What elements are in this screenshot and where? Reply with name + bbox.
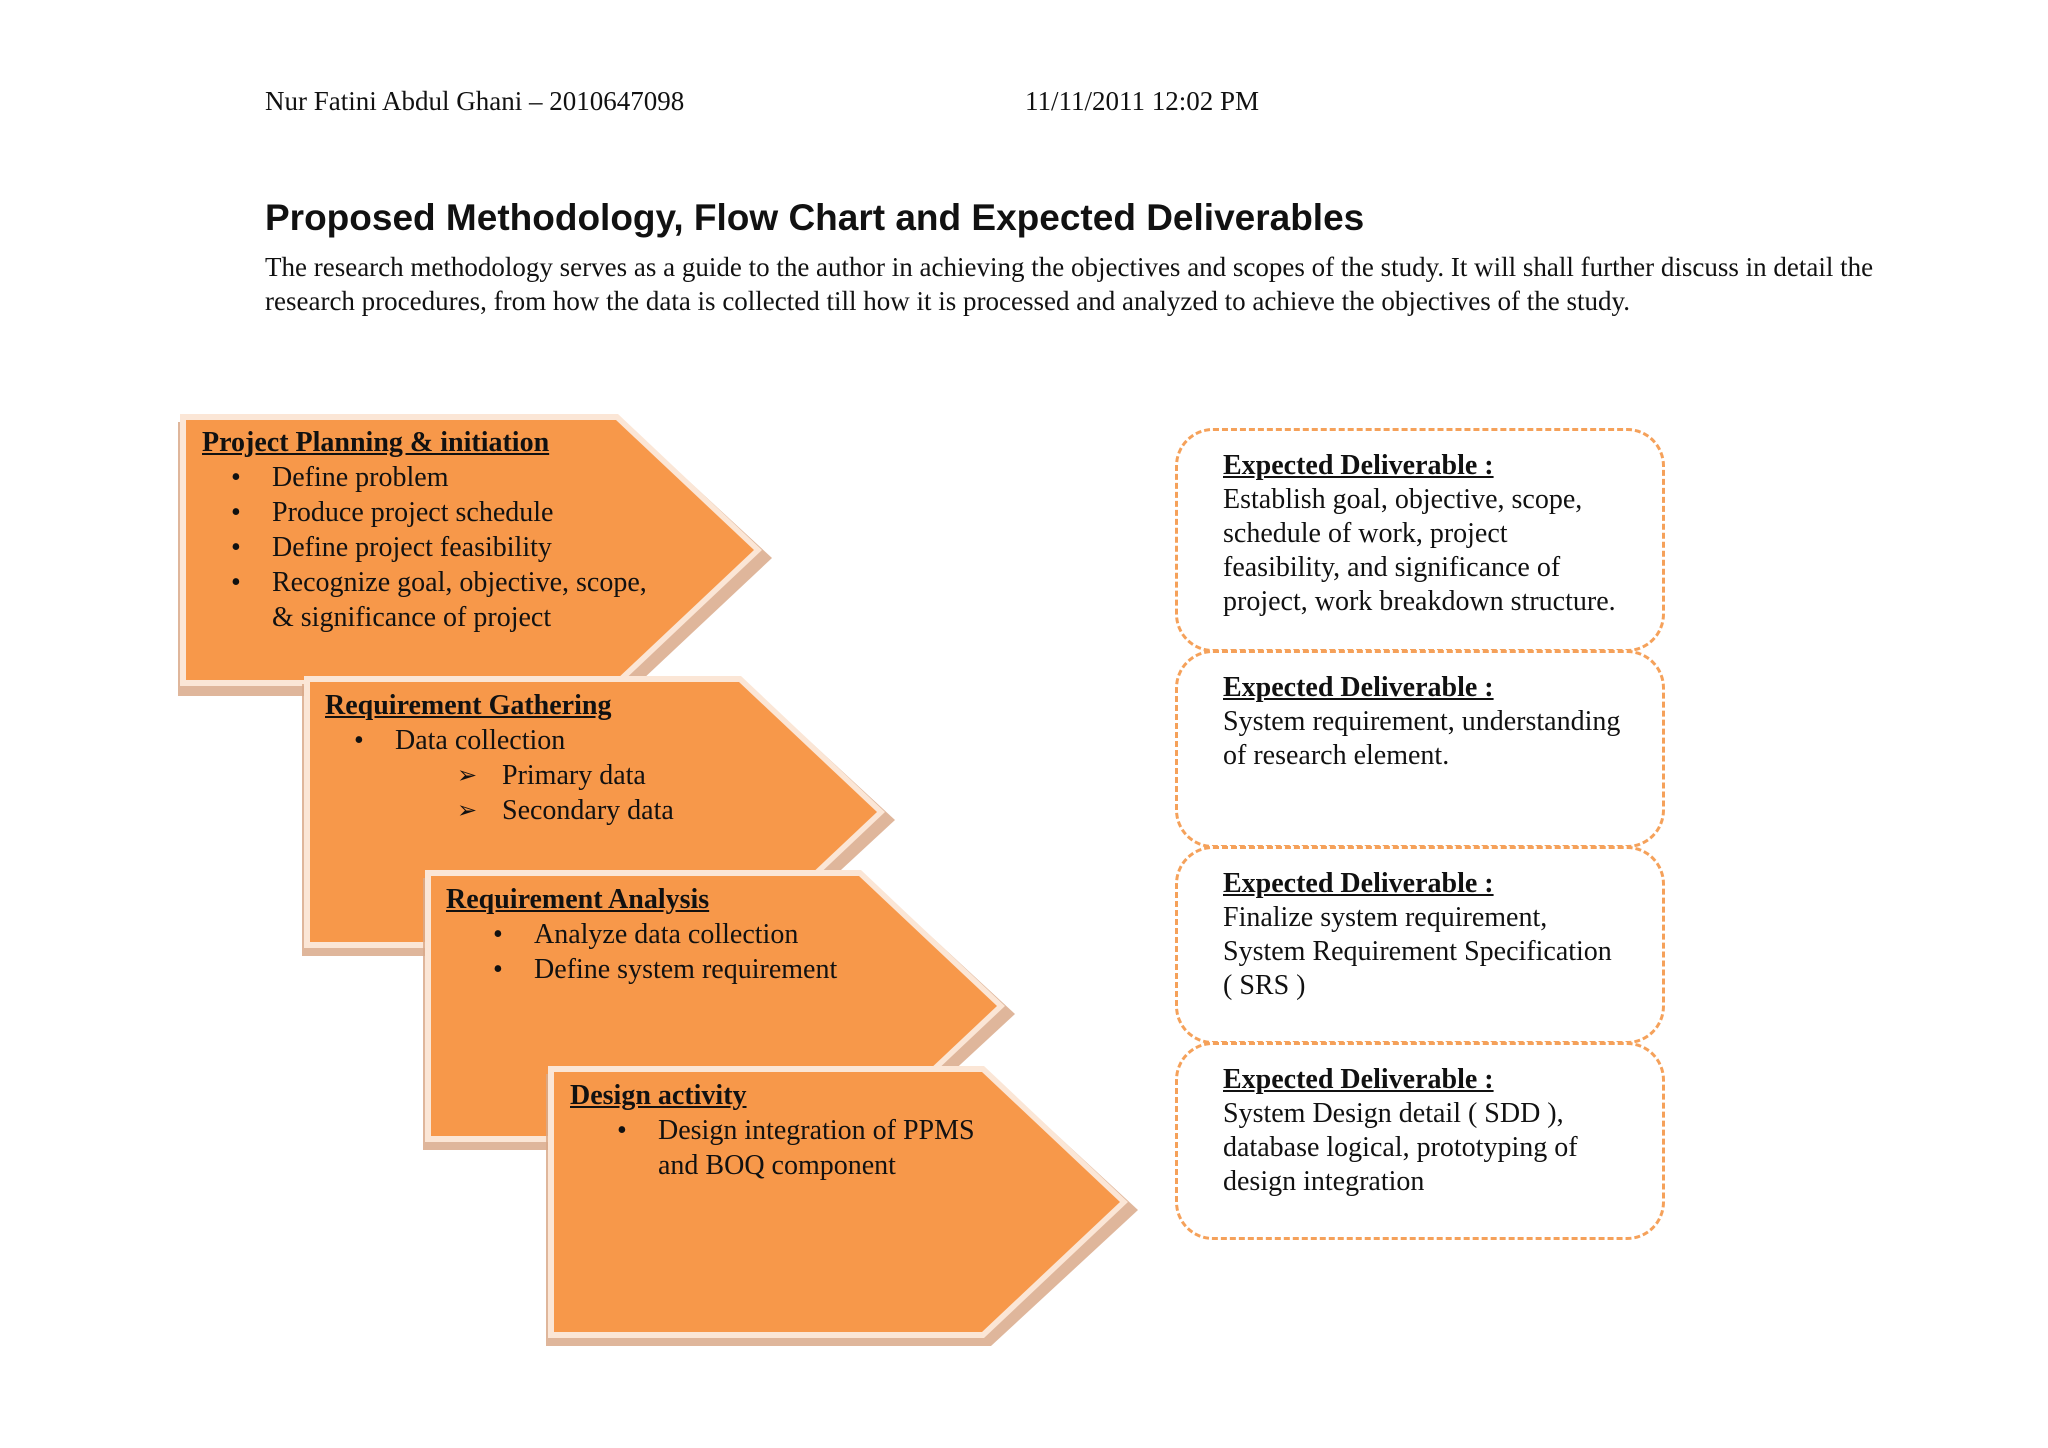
deliverable-title: Expected Deliverable : [1223,450,1494,481]
deliverable-line: feasibility, and significance of [1223,552,1561,583]
page-title: Proposed Methodology, Flow Chart and Expected Deliverables [265,197,1365,238]
deliverable-line: project, work breakdown structure. [1223,586,1616,617]
deliverable-title: Expected Deliverable : [1223,672,1494,703]
header-author: Nur Fatini Abdul Ghani – 2010647098 [265,86,685,116]
list-item: & significance of project [272,602,552,633]
intro-paragraph: The research methodology serves as a guide to the author in achieving the objectives and scopes of the study. It will shall further discuss in detail the research procedures, from how the data is collected till how it is processed and analyzed to achieve the objectives of the study. [265,252,1874,316]
list-item: • Recognize goal, objective, scope, [272,565,647,600]
deliverable-box-2 [1175,650,1665,848]
list-item: • Data collection [395,723,674,758]
list-item: ➢ Primary data [502,758,674,793]
deliverable-line: design integration [1223,1166,1425,1197]
list-item: • Define project feasibility [272,530,647,565]
list-item: and BOQ component [658,1150,896,1181]
deliverable-line: Finalize system requirement, [1223,902,1548,933]
deliverable-line: System requirement, understanding [1223,706,1621,737]
deliverable-line: schedule of work, project [1223,518,1508,549]
deliverable-line: System Design detail ( SDD ), [1223,1098,1564,1129]
step-title: Requirement Gathering [325,690,612,721]
deliverable-line: of research element. [1223,740,1450,771]
deliverable-line: database logical, prototyping of [1223,1132,1578,1163]
deliverable-line: System Requirement Specification [1223,936,1612,967]
step-requirement-analysis [446,882,837,987]
step-title: Project Planning & initiation [202,427,550,458]
list-item: • Analyze data collection [534,917,837,952]
step-title: Design activity [570,1080,747,1111]
deliverable-box-4 [1175,1042,1665,1240]
step-project-planning [202,425,647,635]
step-design-activity [570,1078,975,1183]
list-item: • Design integration of PPMS [658,1113,975,1148]
header-datetime: 11/11/2011 12:02 PM [1025,86,1260,116]
deliverable-box-1 [1175,428,1665,652]
step-requirement-gathering [325,688,674,828]
step-title: Requirement Analysis [446,884,710,915]
deliverable-title: Expected Deliverable : [1223,1064,1494,1095]
deliverable-line: ( SRS ) [1223,970,1306,1001]
deliverable-title: Expected Deliverable : [1223,868,1494,899]
list-item: • Define problem [272,460,647,495]
deliverable-box-3 [1175,846,1665,1044]
deliverable-line: Establish goal, objective, scope, [1223,484,1583,515]
list-item: • Produce project schedule [272,495,647,530]
list-item: ➢ Secondary data [502,793,674,828]
list-item: • Define system requirement [534,952,837,987]
